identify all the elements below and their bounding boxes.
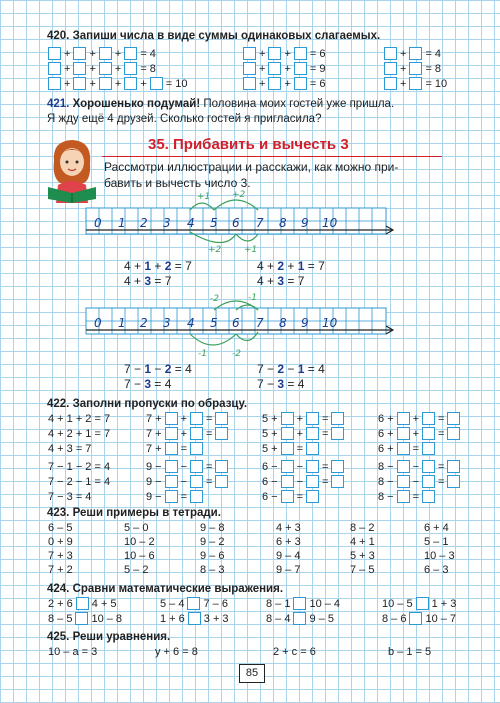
lesson-title: 35. Прибавить и вычесть 3 — [148, 136, 349, 153]
sum-value: = 9 — [309, 62, 326, 75]
sum-value: = 4 — [140, 47, 156, 60]
sum-value: = 4 — [425, 47, 442, 60]
compare-box[interactable] — [76, 597, 89, 610]
answer-box[interactable] — [447, 475, 460, 488]
equation: b – 1 = 5 — [388, 646, 432, 658]
example-cell: 6 + 4 — [424, 522, 449, 534]
lesson-intro-line2: бавить и вычесть число 3. — [104, 176, 251, 190]
answer-box[interactable] — [306, 460, 319, 473]
answer-box[interactable] — [397, 475, 410, 488]
answer-box[interactable] — [268, 47, 281, 60]
subtraction-example-4: 7 − 3 = 4 — [257, 377, 305, 391]
example-cell: 6 + 3 — [276, 536, 301, 548]
answer-box[interactable] — [190, 427, 203, 440]
exercise-421-number: 421. — [47, 98, 70, 110]
example-cell: 5 + 3 — [350, 550, 375, 562]
answer-box[interactable] — [422, 442, 435, 455]
digit-10: 10 — [322, 316, 338, 330]
compare-box[interactable] — [188, 612, 201, 625]
exercise-421-line2: Я жду ещё 4 друзей. Сколько гостей я пригласила? — [47, 113, 322, 125]
answer-box[interactable] — [422, 490, 435, 503]
example-cell: 9 – 8 — [200, 522, 225, 534]
sample-2: 4 + 2 + 1 = 7 — [48, 428, 111, 440]
example-cell: 4 + 1 — [350, 536, 375, 548]
digit-8: 8 — [279, 216, 287, 230]
digit-7: 7 — [256, 316, 264, 330]
digit-9: 9 — [301, 316, 309, 330]
digit-0: 0 — [94, 216, 102, 230]
sample-6: 7 − 3 = 4 — [48, 491, 92, 503]
arc-label: -1 — [198, 349, 207, 359]
answer-box[interactable] — [409, 62, 422, 75]
page-number: 85 — [239, 664, 265, 683]
equation: 10 – a = 3 — [48, 646, 98, 658]
digit-1: 1 — [118, 216, 126, 230]
answer-box[interactable] — [331, 412, 344, 425]
answer-box[interactable] — [190, 475, 203, 488]
answer-box[interactable] — [215, 427, 228, 440]
example-cell: 4 + 3 — [276, 522, 301, 534]
compare-box[interactable] — [409, 612, 422, 625]
example-cell: 10 – 2 — [124, 536, 155, 548]
answer-box[interactable] — [165, 475, 178, 488]
answer-box[interactable] — [397, 442, 410, 455]
example-cell: 9 – 6 — [200, 550, 225, 562]
compare-box[interactable] — [187, 597, 200, 610]
example-cell: 9 – 7 — [276, 564, 301, 576]
exercise-421-bold: Хорошенько подумай! — [72, 98, 201, 110]
example-cell: 0 + 9 — [48, 536, 73, 548]
answer-box[interactable] — [99, 47, 112, 60]
answer-box[interactable] — [281, 427, 294, 440]
answer-box[interactable] — [190, 412, 203, 425]
equation: y + 6 = 8 — [155, 646, 198, 658]
answer-box[interactable] — [268, 62, 281, 75]
digit-8: 8 — [279, 316, 287, 330]
example-cell: 10 – 3 — [424, 550, 455, 562]
exercise-424-title: 424. Сравни математические выражения. — [47, 583, 284, 595]
answer-box[interactable] — [306, 412, 319, 425]
answer-box[interactable] — [397, 460, 410, 473]
example-cell: 7 + 3 — [48, 550, 73, 562]
answer-box[interactable] — [215, 460, 228, 473]
answer-box[interactable] — [48, 47, 61, 60]
digit-4: 4 — [187, 316, 195, 330]
answer-box[interactable] — [422, 412, 435, 425]
sum-value: = 6 — [309, 77, 326, 90]
number-line-subtraction — [80, 290, 400, 365]
answer-box[interactable] — [190, 442, 203, 455]
example-cell: 8 – 2 — [350, 522, 375, 534]
answer-box[interactable] — [124, 77, 137, 90]
digit-3: 3 — [163, 216, 171, 230]
example-cell: 10 – 6 — [124, 550, 155, 562]
arc-label: +1 — [244, 245, 258, 255]
answer-box[interactable] — [243, 62, 256, 75]
answer-box[interactable] — [422, 475, 435, 488]
sample-3: 4 + 3 = 7 — [48, 443, 92, 455]
compare-box[interactable] — [293, 597, 306, 610]
digit-1: 1 — [118, 316, 126, 330]
answer-box[interactable] — [331, 475, 344, 488]
answer-box[interactable] — [422, 460, 435, 473]
digit-4: 4 — [187, 216, 195, 230]
example-cell: 7 + 2 — [48, 564, 73, 576]
example-cell: 6 – 3 — [424, 564, 449, 576]
answer-box[interactable] — [397, 427, 410, 440]
answer-box[interactable] — [215, 412, 228, 425]
answer-box[interactable] — [190, 460, 203, 473]
answer-box[interactable] — [384, 77, 397, 90]
exercise-420-title: 420. Запиши числа в виде суммы одинаковых слагаемых. — [47, 30, 381, 42]
subtraction-example-2: 7 − 2 − 1 = 4 — [257, 362, 325, 376]
answer-box[interactable] — [281, 412, 294, 425]
answer-box[interactable] — [409, 77, 422, 90]
answer-box[interactable] — [447, 427, 460, 440]
digit-3: 3 — [163, 316, 171, 330]
lesson-intro-line1: Рассмотри иллюстрации и расскажи, как можно при- — [104, 160, 399, 174]
answer-box[interactable] — [384, 62, 397, 75]
arc-label: -2 — [232, 349, 241, 359]
digit-10: 10 — [322, 216, 338, 230]
answer-box[interactable] — [281, 460, 294, 473]
addition-example-4: 4 + 3 = 7 — [257, 274, 305, 288]
answer-box[interactable] — [306, 427, 319, 440]
answer-box[interactable] — [73, 77, 86, 90]
sum-value: = 10 — [425, 77, 448, 90]
sample-1: 4 + 1 + 2 = 7 — [48, 413, 111, 425]
digit-9: 9 — [301, 216, 309, 230]
answer-box[interactable] — [124, 62, 137, 75]
digit-2: 2 — [140, 216, 148, 230]
answer-box[interactable] — [447, 460, 460, 473]
answer-box[interactable] — [294, 77, 307, 90]
digit-6: 6 — [232, 316, 240, 330]
answer-box[interactable] — [215, 475, 228, 488]
lesson-title-underline — [102, 156, 442, 157]
sum-value: = 8 — [425, 62, 442, 75]
answer-box[interactable] — [331, 427, 344, 440]
number-line-addition — [80, 190, 400, 263]
subtraction-example-3: 7 − 3 = 4 — [124, 377, 172, 391]
sum-value: = 8 — [140, 62, 156, 75]
answer-box[interactable] — [447, 412, 460, 425]
answer-box[interactable] — [73, 62, 86, 75]
answer-box[interactable] — [397, 490, 410, 503]
example-cell: 6 – 5 — [48, 522, 73, 534]
exercise-421-text: Половина моих гостей уже пришла. — [203, 98, 395, 110]
example-cell: 5 – 2 — [124, 564, 149, 576]
exercise-425-title: 425. Реши уравнения. — [47, 631, 171, 643]
equation: 2 + c = 6 — [273, 646, 316, 658]
answer-box[interactable] — [384, 47, 397, 60]
answer-box[interactable] — [99, 62, 112, 75]
example-cell: 5 – 1 — [424, 536, 449, 548]
answer-box[interactable] — [165, 412, 178, 425]
answer-box[interactable] — [165, 460, 178, 473]
answer-box[interactable] — [294, 47, 307, 60]
subtraction-example-1: 7 − 1 − 2 = 4 — [124, 362, 192, 376]
compare-box[interactable] — [416, 597, 429, 610]
example-cell: 5 – 0 — [124, 522, 149, 534]
arc-label: -1 — [248, 293, 257, 303]
answer-box[interactable] — [281, 442, 294, 455]
answer-box[interactable] — [306, 442, 319, 455]
answer-box[interactable] — [306, 475, 319, 488]
compare-box[interactable] — [293, 612, 306, 625]
answer-box[interactable] — [281, 490, 294, 503]
digit-2: 2 — [140, 316, 148, 330]
sample-5: 7 − 2 − 1 = 4 — [48, 476, 111, 488]
addition-example-1: 4 + 1 + 2 = 7 — [124, 259, 192, 273]
example-cell: 9 – 4 — [276, 550, 301, 562]
exercise-421-line1 — [47, 98, 394, 110]
example-cell: 9 – 2 — [200, 536, 225, 548]
answer-box[interactable] — [165, 442, 178, 455]
answer-box[interactable] — [124, 47, 137, 60]
answer-box[interactable] — [165, 490, 178, 503]
answer-box[interactable] — [150, 77, 163, 90]
answer-box[interactable] — [99, 77, 112, 90]
answer-box[interactable] — [243, 47, 256, 60]
exercise-422-title: 422. Заполни пропуски по образцу. — [47, 398, 248, 410]
answer-box[interactable] — [422, 427, 435, 440]
digit-0: 0 — [94, 316, 102, 330]
answer-box[interactable] — [73, 47, 86, 60]
answer-box[interactable] — [165, 427, 178, 440]
digit-5: 5 — [210, 216, 218, 230]
answer-box[interactable] — [397, 412, 410, 425]
answer-box[interactable] — [331, 460, 344, 473]
arc-label: +1 — [197, 192, 211, 202]
digit-5: 5 — [210, 316, 218, 330]
addition-example-3: 4 + 3 = 7 — [124, 274, 172, 288]
exercise-423-title: 423. Реши примеры в тетради. — [47, 507, 221, 519]
digit-7: 7 — [256, 216, 264, 230]
answer-box[interactable] — [281, 475, 294, 488]
answer-box[interactable] — [268, 77, 281, 90]
answer-box[interactable] — [190, 490, 203, 503]
answer-box[interactable] — [243, 77, 256, 90]
sum-value: = 6 — [309, 47, 326, 60]
arc-label: +2 — [208, 245, 222, 255]
answer-box[interactable] — [409, 47, 422, 60]
answer-box[interactable] — [48, 62, 61, 75]
example-cell: 7 – 5 — [350, 564, 375, 576]
answer-box[interactable] — [294, 62, 307, 75]
digit-6: 6 — [232, 216, 240, 230]
arc-label: -2 — [210, 294, 219, 304]
arc-label: +2 — [232, 190, 246, 200]
example-cell: 8 – 3 — [200, 564, 225, 576]
answer-box[interactable] — [306, 490, 319, 503]
addition-example-2: 4 + 2 + 1 = 7 — [257, 259, 325, 273]
sum-value: = 10 — [165, 77, 188, 90]
compare-box[interactable] — [75, 612, 88, 625]
answer-box[interactable] — [48, 77, 61, 90]
sample-4: 7 − 1 − 2 = 4 — [48, 461, 111, 473]
